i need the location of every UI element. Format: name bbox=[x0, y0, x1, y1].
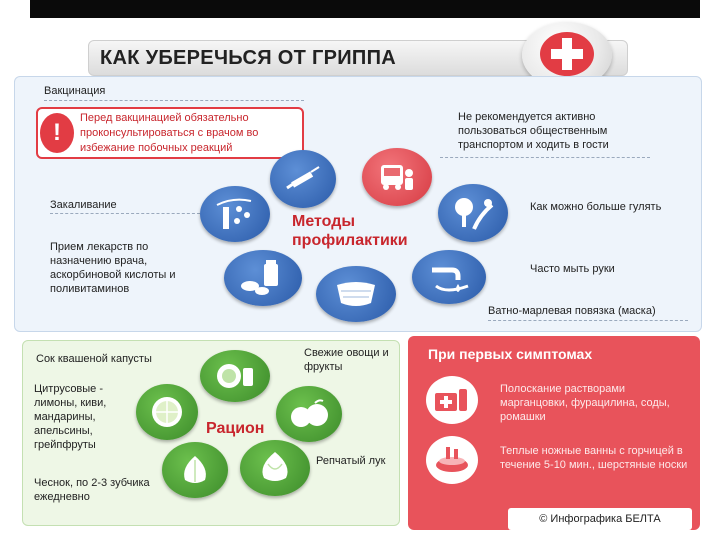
garlic-label: Чеснок, по 2-3 зубчика ежедневно bbox=[34, 477, 150, 503]
vaccination-label: Вакцинация bbox=[44, 85, 106, 97]
hardening-label: Закаливание bbox=[50, 199, 117, 211]
diet-title: Рацион bbox=[206, 420, 265, 437]
symptoms-title: При первых симптомах bbox=[428, 346, 593, 362]
top-black-bar bbox=[30, 0, 700, 18]
syringe-icon bbox=[270, 150, 336, 208]
exclamation-icon: ! bbox=[40, 113, 74, 153]
methods-title-line1: Методы bbox=[292, 213, 356, 230]
first-aid-icon bbox=[426, 376, 478, 424]
transport-label: Не рекомендуется активно пользоваться общественным транспортом и ходить в гости bbox=[458, 111, 609, 151]
onion-label: Репчатый лук bbox=[316, 455, 386, 467]
bus-icon bbox=[362, 148, 432, 206]
foot-bath-icon bbox=[426, 436, 478, 484]
leader-line bbox=[44, 100, 304, 101]
leader-line bbox=[440, 157, 650, 158]
methods-title bbox=[292, 212, 408, 250]
cabbage-label: Сок квашеной капусты bbox=[36, 353, 152, 365]
credit-label: © Инфографика БЕЛТА bbox=[508, 508, 692, 530]
wash-label: Часто мыть руки bbox=[530, 263, 615, 275]
lemon-icon bbox=[136, 384, 198, 440]
drops-icon bbox=[200, 186, 270, 242]
onion-icon bbox=[240, 440, 310, 496]
cabbage-icon bbox=[200, 350, 270, 402]
page-title: КАК УБЕРЕЧЬСЯ ОТ ГРИППА bbox=[100, 47, 397, 69]
medicine-label: Прием лекарств по назначению врача, аскорбиновой кислоты и поливитаминов bbox=[50, 241, 176, 295]
leader-line bbox=[488, 320, 688, 321]
garlic-icon bbox=[162, 442, 228, 498]
faucet-icon bbox=[412, 250, 486, 304]
walk-label: Как можно больше гулять bbox=[530, 201, 662, 213]
mask-icon bbox=[316, 266, 396, 322]
mask-label: Ватно-марлевая повязка (маска) bbox=[488, 305, 656, 317]
apple-icon bbox=[276, 386, 342, 442]
citrus-label: Цитрусовые - лимоны, киви, мандарины, апельсины, грейпфруты bbox=[34, 383, 107, 451]
rinse-text: Полоскание растворами марганцовки, фурацилина, соды, ромашки bbox=[500, 383, 670, 423]
warning-text: Перед вакцинацией обязательно проконсультироваться с врачом во избежание побочных реакций bbox=[80, 112, 259, 154]
fresh-label: Свежие овощи и фрукты bbox=[304, 347, 389, 373]
bath-text: Теплые ножные ванны с горчицей в течение 5-10 мин., шерстяные носки bbox=[500, 445, 688, 471]
tree-icon bbox=[438, 184, 508, 242]
pills-icon bbox=[224, 250, 302, 306]
methods-title-line2: профилактики bbox=[292, 232, 408, 249]
symptoms-panel bbox=[408, 336, 700, 530]
leader-line bbox=[50, 213, 200, 214]
